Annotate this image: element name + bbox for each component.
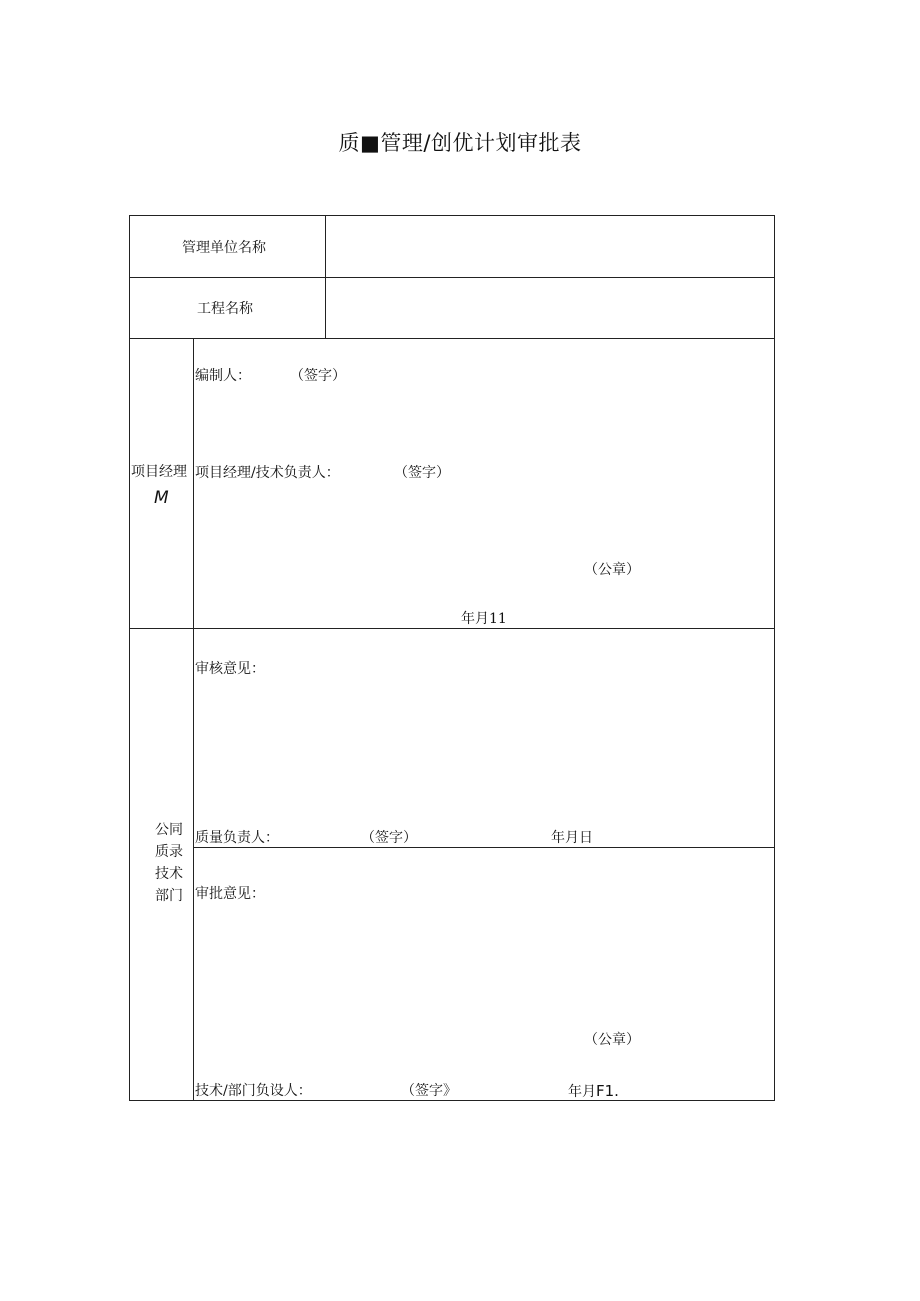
manager-label: 项目经理/技术负责人：	[195, 465, 340, 481]
review-opinion-field[interactable]	[195, 681, 773, 821]
company-dept-side-label: 公同 质录 技术 部门	[155, 822, 183, 904]
approval-form-table	[129, 215, 775, 1101]
project-manager-date: 年月11	[461, 611, 507, 627]
dept-head-date-text: 年月	[568, 1084, 596, 1100]
row-divider-2	[130, 338, 774, 339]
dept-head-date-suffix: F1.	[596, 1082, 619, 1100]
project-name-field[interactable]	[327, 278, 773, 337]
side-column-divider	[193, 338, 194, 1100]
dept-head-label: 技术/部门负设人：	[195, 1083, 312, 1099]
compiler-sign: （签字）	[290, 368, 346, 384]
quality-head-date: 年月日	[551, 830, 593, 846]
quality-head-sign: （签字）	[361, 830, 417, 846]
unit-name-label: 管理单位名称	[182, 240, 266, 256]
row-divider-3	[130, 628, 774, 629]
quality-head-label: 质量负责人：	[195, 830, 279, 846]
project-manager-side-mark: M	[154, 488, 169, 508]
review-opinion-label: 审核意见：	[195, 661, 265, 677]
dept-head-sign: （签字》	[401, 1083, 457, 1099]
manager-sign: （签字）	[394, 465, 450, 481]
unit-name-field[interactable]	[327, 217, 773, 276]
form-title: 质■管理/创优计划审批表	[338, 131, 582, 155]
compiler-label: 编制人：	[195, 368, 251, 384]
approval-opinion-field[interactable]	[195, 906, 773, 1026]
project-manager-seal: （公章）	[584, 562, 640, 578]
row-divider-4	[194, 847, 774, 848]
project-manager-side-label: 项目经理	[131, 464, 187, 480]
project-name-label: 工程名称	[197, 301, 253, 317]
label-column-divider	[325, 216, 326, 338]
company-seal: （公章）	[584, 1032, 640, 1048]
dept-head-date	[568, 1084, 619, 1099]
approval-opinion-label: 审批意见：	[195, 886, 265, 902]
